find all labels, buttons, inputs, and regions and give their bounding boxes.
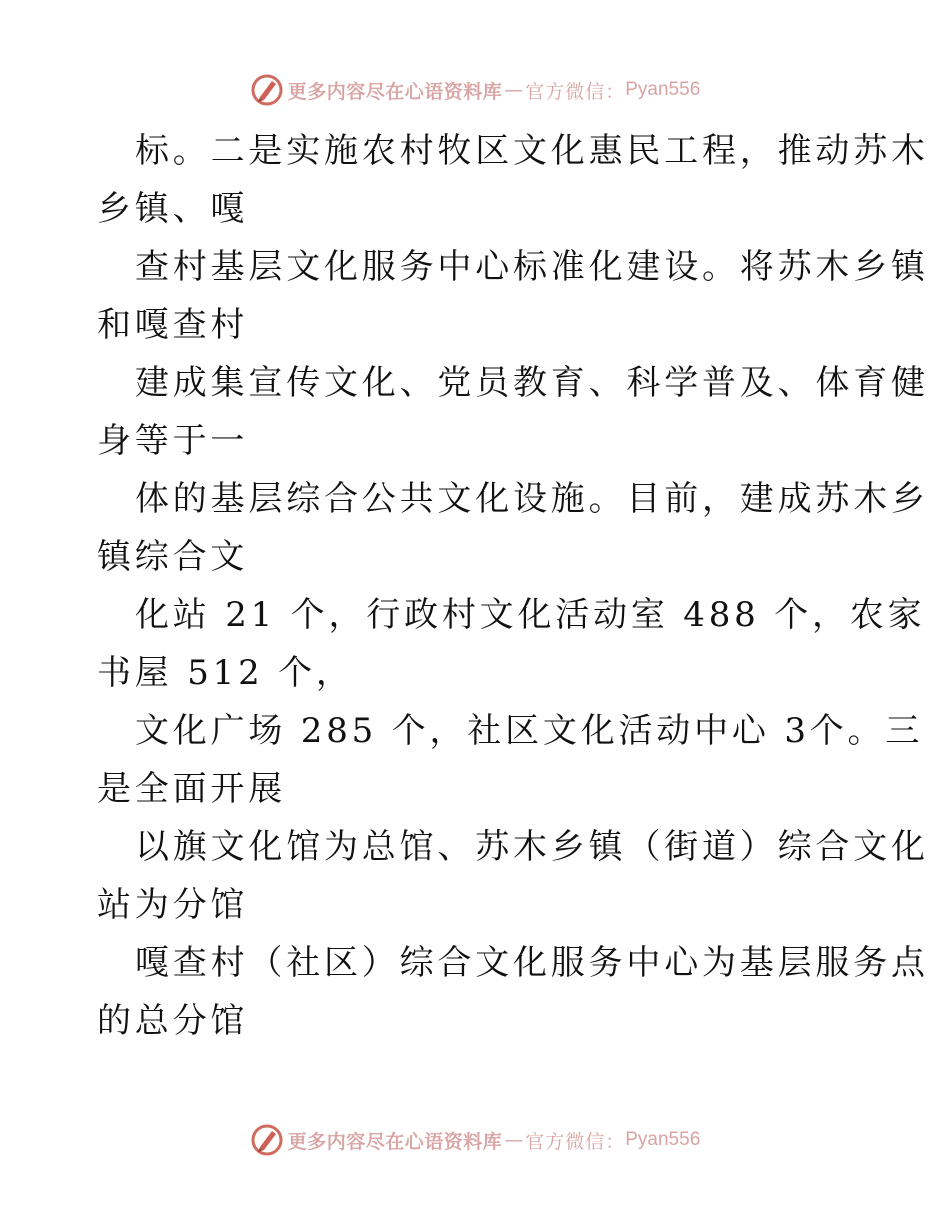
paragraph-line: 乡镇、嘎	[97, 189, 249, 229]
paragraph	[97, 470, 929, 586]
footer-banner	[0, 1120, 950, 1160]
paragraph-line: 是全面开展	[97, 769, 286, 809]
paragraph	[97, 122, 929, 238]
paragraph-line: 书屋 512 个，	[97, 653, 354, 693]
paragraph-line: 查村基层文化服务中心标准化建设。将苏木乡镇	[135, 247, 929, 287]
header-separator: —	[504, 79, 524, 101]
footer-brand-text: 更多内容尽在心语资料库	[287, 1130, 503, 1153]
paragraph-line: 标。二是实施农村牧区文化惠民工程，推动苏木	[135, 131, 929, 171]
paragraph	[97, 702, 924, 818]
pen-logo-icon	[250, 1123, 284, 1157]
paragraph-line: 建成集宣传文化、党员教育、科学普及、体育健	[135, 363, 929, 403]
paragraph-line: 身等于一	[97, 421, 249, 461]
header-wechat-id: Pyan556	[625, 79, 701, 100]
paragraph	[97, 586, 926, 702]
header-brand-text: 更多内容尽在心语资料库	[287, 80, 503, 103]
header-wechat-label: 官方微信：	[525, 80, 626, 103]
paragraph-line: 站为分馆	[97, 885, 249, 925]
paragraph-line: 以旗文化馆为总馆、苏木乡镇（街道）综合文化	[135, 827, 929, 867]
footer-wechat-label: 官方微信：	[525, 1130, 626, 1153]
paragraph	[97, 354, 929, 470]
paragraph-line: 化站 21 个，行政村文化活动室 488 个，农家	[135, 595, 926, 635]
pen-logo-icon	[250, 73, 284, 107]
footer-wechat-id: Pyan556	[625, 1129, 701, 1150]
paragraph-line: 嘎查村（社区）综合文化服务中心为基层服务点	[135, 943, 929, 983]
paragraph	[97, 934, 929, 1050]
paragraph-line: 体的基层综合公共文化设施。目前，建成苏木乡	[135, 479, 929, 519]
footer-separator: —	[504, 1129, 524, 1151]
paragraph	[97, 818, 929, 934]
paragraph-line: 和嘎查村	[97, 305, 249, 345]
paragraph	[97, 238, 929, 354]
document-body	[97, 122, 929, 1050]
paragraph-line: 的总分馆	[97, 1001, 249, 1041]
paragraph-line: 镇综合文	[97, 537, 249, 577]
paragraph-line: 文化广场 285 个，社区文化活动中心 3个。三	[135, 711, 924, 751]
header-banner	[0, 70, 950, 110]
